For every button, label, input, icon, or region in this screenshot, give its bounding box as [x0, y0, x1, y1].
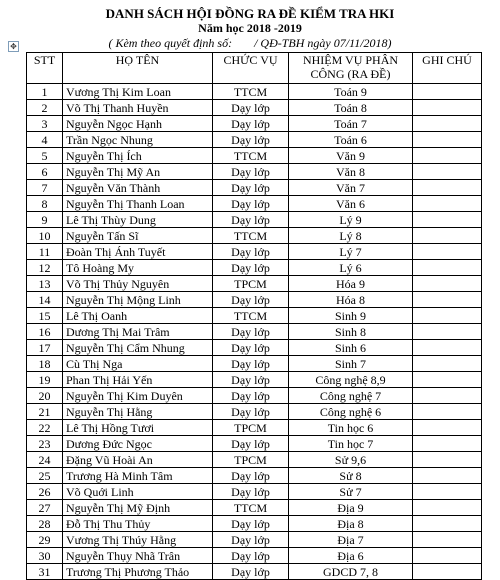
cell-name: Trương Thị Phương Thảo — [63, 564, 213, 580]
cell-note — [413, 292, 482, 308]
cell-task: Toán 6 — [289, 132, 413, 148]
move-handle-icon[interactable]: ✥ — [8, 41, 19, 52]
cell-name: Trương Hà Minh Tâm — [63, 468, 213, 484]
cell-task: Văn 7 — [289, 180, 413, 196]
cell-role: Dạy lớp — [213, 324, 289, 340]
cell-note — [413, 468, 482, 484]
table-row — [27, 372, 482, 388]
cell-role: Dạy lớp — [213, 260, 289, 276]
cell-name: Lê Thị Oanh — [63, 308, 213, 324]
table-row — [27, 180, 482, 196]
cell-task: Hóa 8 — [289, 292, 413, 308]
table-row — [27, 132, 482, 148]
table-row — [27, 292, 482, 308]
cell-note — [413, 340, 482, 356]
table-row — [27, 548, 482, 564]
cell-name: Nguyễn Thị Mỹ Định — [63, 500, 213, 516]
cell-stt: 31 — [27, 564, 63, 580]
decision-note — [0, 36, 500, 50]
header-task: NHIỆM VỤ PHÂN CÔNG (RA ĐỀ) — [289, 53, 413, 84]
cell-role: Dạy lớp — [213, 340, 289, 356]
cell-role: Dạy lớp — [213, 468, 289, 484]
cell-note — [413, 532, 482, 548]
cell-note — [413, 212, 482, 228]
cell-task: Toán 7 — [289, 116, 413, 132]
cell-note — [413, 148, 482, 164]
cell-note — [413, 372, 482, 388]
cell-task: Sử 9,6 — [289, 452, 413, 468]
cell-task: Công nghệ 6 — [289, 404, 413, 420]
cell-role: Dạy lớp — [213, 388, 289, 404]
cell-stt: 20 — [27, 388, 63, 404]
cell-stt: 18 — [27, 356, 63, 372]
cell-stt: 27 — [27, 500, 63, 516]
cell-role: Dạy lớp — [213, 164, 289, 180]
cell-task: Lý 7 — [289, 244, 413, 260]
cell-task: Sử 7 — [289, 484, 413, 500]
cell-role: Dạy lớp — [213, 132, 289, 148]
cell-name: Lê Thị Thùy Dung — [63, 212, 213, 228]
cell-stt: 3 — [27, 116, 63, 132]
cell-task: Công nghệ 8,9 — [289, 372, 413, 388]
table-row — [27, 500, 482, 516]
cell-stt: 28 — [27, 516, 63, 532]
cell-role: Dạy lớp — [213, 116, 289, 132]
cell-stt: 15 — [27, 308, 63, 324]
cell-task: Sinh 8 — [289, 324, 413, 340]
table-row — [27, 196, 482, 212]
cell-name: Nguyễn Tấn Sĩ — [63, 228, 213, 244]
header-stt: STT — [27, 53, 63, 84]
cell-role: TPCM — [213, 452, 289, 468]
cell-note — [413, 100, 482, 116]
header-note: GHI CHÚ — [413, 53, 482, 84]
cell-note — [413, 228, 482, 244]
cell-name: Nguyễn Văn Thành — [63, 180, 213, 196]
cell-stt: 14 — [27, 292, 63, 308]
table-row — [27, 436, 482, 452]
cell-note — [413, 548, 482, 564]
table-row — [27, 452, 482, 468]
table-row — [27, 484, 482, 500]
cell-task: Sinh 6 — [289, 340, 413, 356]
cell-task: Toán 9 — [289, 84, 413, 100]
cell-task: Lý 8 — [289, 228, 413, 244]
cell-name: Nguyễn Thị Mộng Linh — [63, 292, 213, 308]
cell-task: Hóa 9 — [289, 276, 413, 292]
cell-task: Địa 8 — [289, 516, 413, 532]
table-row — [27, 324, 482, 340]
cell-note — [413, 484, 482, 500]
cell-note — [413, 84, 482, 100]
committee-table — [26, 52, 482, 580]
cell-name: Võ Quới Linh — [63, 484, 213, 500]
table-row — [27, 84, 482, 100]
cell-stt: 24 — [27, 452, 63, 468]
cell-stt: 11 — [27, 244, 63, 260]
school-year: Năm học 2018 -2019 — [198, 21, 302, 35]
cell-role: TTCM — [213, 84, 289, 100]
cell-note — [413, 436, 482, 452]
table-header-row — [27, 53, 482, 84]
cell-name: Tô Hoàng My — [63, 260, 213, 276]
cell-task: Địa 6 — [289, 548, 413, 564]
cell-task: Sinh 9 — [289, 308, 413, 324]
cell-stt: 26 — [27, 484, 63, 500]
cell-note — [413, 180, 482, 196]
cell-stt: 7 — [27, 180, 63, 196]
table-row — [27, 404, 482, 420]
table-row — [27, 260, 482, 276]
cell-role: TTCM — [213, 228, 289, 244]
cell-name: Võ Thị Thủy Nguyên — [63, 276, 213, 292]
cell-task: Sử 8 — [289, 468, 413, 484]
cell-name: Nguyễn Thị Cẩm Nhung — [63, 340, 213, 356]
cell-note — [413, 516, 482, 532]
cell-note — [413, 452, 482, 468]
table-row — [27, 420, 482, 436]
cell-name: Nguyễn Ngọc Hạnh — [63, 116, 213, 132]
cell-stt: 30 — [27, 548, 63, 564]
cell-stt: 9 — [27, 212, 63, 228]
cell-role: Dạy lớp — [213, 564, 289, 580]
cell-note — [413, 132, 482, 148]
cell-role: TTCM — [213, 500, 289, 516]
cell-role: Dạy lớp — [213, 372, 289, 388]
cell-name: Lê Thị Hồng Tươi — [63, 420, 213, 436]
cell-role: Dạy lớp — [213, 244, 289, 260]
cell-note — [413, 324, 482, 340]
cell-name: Nguyễn Thị Mỹ An — [63, 164, 213, 180]
cell-note — [413, 388, 482, 404]
cell-stt: 2 — [27, 100, 63, 116]
cell-stt: 5 — [27, 148, 63, 164]
cell-note — [413, 116, 482, 132]
decision-note-suffix: / QĐ-TBH ngày 07/11/2018) — [254, 36, 392, 50]
cell-stt: 13 — [27, 276, 63, 292]
cell-stt: 12 — [27, 260, 63, 276]
cell-name: Đỗ Thị Thu Thủy — [63, 516, 213, 532]
cell-task: Văn 8 — [289, 164, 413, 180]
table-row — [27, 164, 482, 180]
cell-name: Đặng Vũ Hoài An — [63, 452, 213, 468]
cell-name: Nguyễn Thị Kim Duyên — [63, 388, 213, 404]
cell-name: Võ Thị Thanh Huyền — [63, 100, 213, 116]
cell-stt: 1 — [27, 84, 63, 100]
cell-role: Dạy lớp — [213, 292, 289, 308]
cell-role: Dạy lớp — [213, 436, 289, 452]
cell-task: Lý 6 — [289, 260, 413, 276]
cell-role: Dạy lớp — [213, 196, 289, 212]
cell-role: Dạy lớp — [213, 532, 289, 548]
document-title: DANH SÁCH HỘI ĐỒNG RA ĐỀ KIỂM TRA HKI — [105, 6, 395, 21]
table-row — [27, 244, 482, 260]
cell-note — [413, 564, 482, 580]
cell-note — [413, 244, 482, 260]
cell-task: Tin học 6 — [289, 420, 413, 436]
cell-note — [413, 500, 482, 516]
cell-stt: 4 — [27, 132, 63, 148]
table-row — [27, 468, 482, 484]
cell-stt: 22 — [27, 420, 63, 436]
table-row — [27, 100, 482, 116]
cell-stt: 21 — [27, 404, 63, 420]
table-row — [27, 116, 482, 132]
cell-task: Toán 8 — [289, 100, 413, 116]
cell-task: Địa 9 — [289, 500, 413, 516]
cell-role: Dạy lớp — [213, 404, 289, 420]
cell-name: Cù Thị Nga — [63, 356, 213, 372]
table-row — [27, 212, 482, 228]
table-row — [27, 276, 482, 292]
header-role: CHỨC VỤ — [213, 53, 289, 84]
cell-note — [413, 308, 482, 324]
cell-task: Lý 9 — [289, 212, 413, 228]
cell-task: Văn 9 — [289, 148, 413, 164]
cell-note — [413, 356, 482, 372]
cell-name: Trần Ngọc Nhung — [63, 132, 213, 148]
cell-role: Dạy lớp — [213, 356, 289, 372]
header-name: HỌ TÊN — [63, 53, 213, 84]
decision-note-prefix: ( Kèm theo quyết định số: — [108, 36, 233, 50]
cell-stt: 23 — [27, 436, 63, 452]
cell-role: Dạy lớp — [213, 100, 289, 116]
cell-stt: 6 — [27, 164, 63, 180]
cell-name: Nguyễn Thị Hằng — [63, 404, 213, 420]
cell-role: TPCM — [213, 420, 289, 436]
cell-role: Dạy lớp — [213, 484, 289, 500]
cell-role: TPCM — [213, 276, 289, 292]
table-row — [27, 228, 482, 244]
table-row — [27, 516, 482, 532]
cell-role: Dạy lớp — [213, 180, 289, 196]
cell-name: Đoàn Thị Ánh Tuyết — [63, 244, 213, 260]
cell-stt: 17 — [27, 340, 63, 356]
cell-role: TTCM — [213, 148, 289, 164]
cell-role: Dạy lớp — [213, 548, 289, 564]
cell-name: Vương Thị Kim Loan — [63, 84, 213, 100]
cell-name: Dương Thị Mai Trâm — [63, 324, 213, 340]
table-row — [27, 532, 482, 548]
cell-note — [413, 276, 482, 292]
cell-task: Tin học 7 — [289, 436, 413, 452]
cell-stt: 25 — [27, 468, 63, 484]
cell-stt: 29 — [27, 532, 63, 548]
cell-task: Địa 7 — [289, 532, 413, 548]
cell-name: Dương Đức Ngọc — [63, 436, 213, 452]
cell-name: Nguyễn Thụy Nhã Trân — [63, 548, 213, 564]
cell-task: Văn 6 — [289, 196, 413, 212]
cell-note — [413, 420, 482, 436]
cell-name: Nguyễn Thị Ích — [63, 148, 213, 164]
cell-task: Công nghệ 7 — [289, 388, 413, 404]
table-row — [27, 356, 482, 372]
cell-name: Nguyễn Thị Thanh Loan — [63, 196, 213, 212]
cell-stt: 8 — [27, 196, 63, 212]
cell-note — [413, 404, 482, 420]
cell-task: GDCD 7, 8 — [289, 564, 413, 580]
table-row — [27, 148, 482, 164]
cell-note — [413, 260, 482, 276]
cell-role: TTCM — [213, 308, 289, 324]
cell-stt: 10 — [27, 228, 63, 244]
cell-note — [413, 196, 482, 212]
cell-stt: 19 — [27, 372, 63, 388]
cell-task: Sinh 7 — [289, 356, 413, 372]
cell-stt: 16 — [27, 324, 63, 340]
table-row — [27, 564, 482, 580]
cell-note — [413, 164, 482, 180]
cell-role: Dạy lớp — [213, 516, 289, 532]
cell-role: Dạy lớp — [213, 212, 289, 228]
table-row — [27, 388, 482, 404]
cell-name: Vương Thị Thúy Hằng — [63, 532, 213, 548]
table-row — [27, 340, 482, 356]
table-row — [27, 308, 482, 324]
cell-name: Phan Thị Hải Yến — [63, 372, 213, 388]
